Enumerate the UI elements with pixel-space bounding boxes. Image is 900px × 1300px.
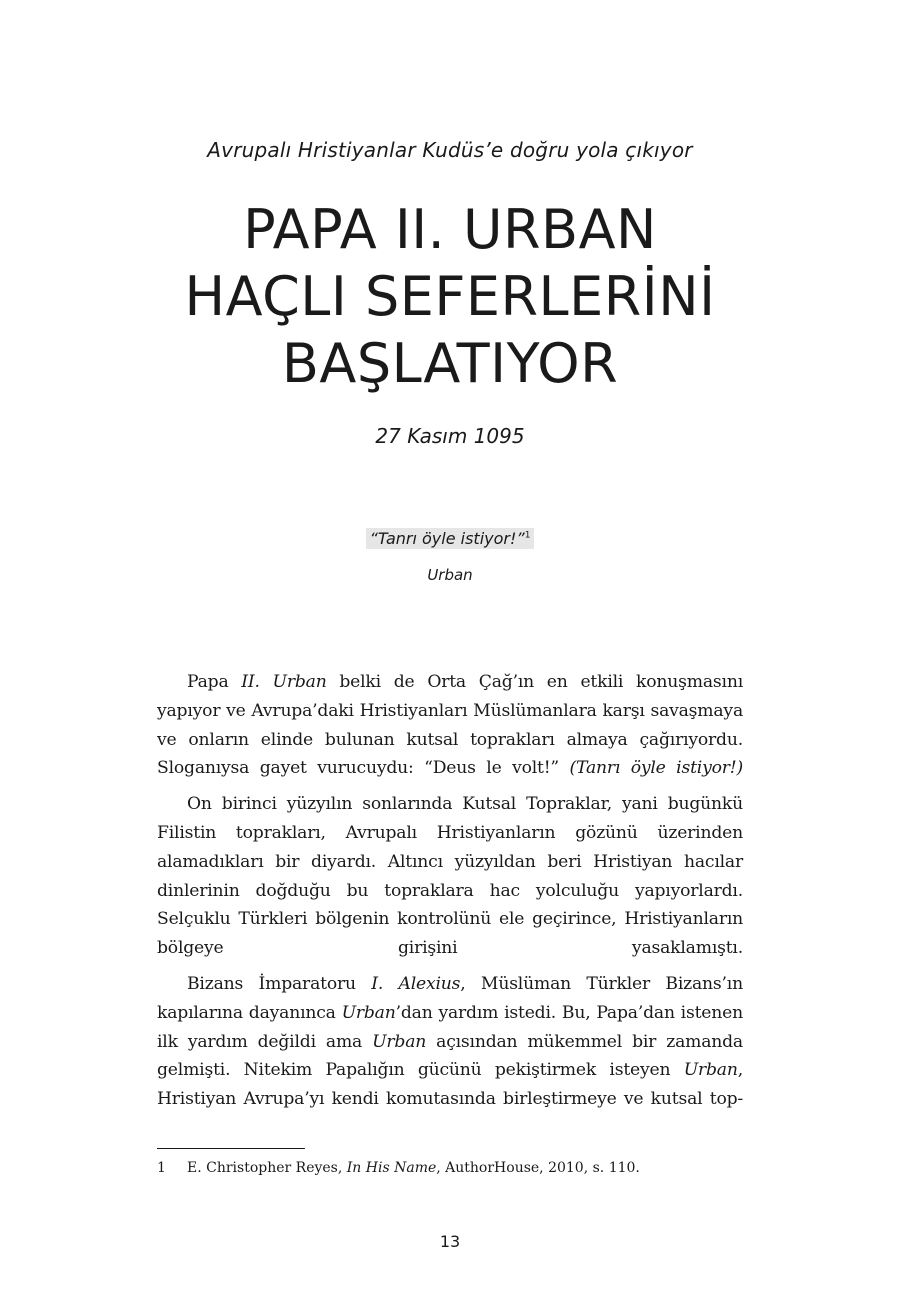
text-run: ’dan yardım istedi. Bu, Papa’dan istenen ilk yardım değildi ama — [157, 1002, 743, 1052]
paragraph: On birinci yüzyılın sonlarında Kutsal Topraklar, yani bugünkü Filistin toprakları, Avrupalı Hristiyanların gözünü üzerinden alamadıkları bir diyardı. Altıncı yüzyıldan beri Hristiyan hacılar dinlerinin doğduğu bu topraklara hac yolculuğu yapıyorlardı. Selçuklu Türkleri bölgenin kontrolünü ele geçirince, Hristiyanların bölgeye girişini yasaklamıştı. — [157, 794, 743, 959]
body-text — [157, 668, 743, 1121]
text-run: belki de Orta Çağ’ın en etkili konuşmasını yapıyor ve Avrupa’daki Hristiyanları Müslümanlara karşı savaşmaya ve onların elinde bulunan kutsal toprakları almaya çağırıyordu. Sloganıysa gayet vurucuydu: “Deus le volt!” — [157, 672, 743, 779]
epigraph-quote-text: “Tanrı öyle istiyor!” — [369, 529, 525, 548]
text-run: , AuthorHouse, 2010, s. 110. — [436, 1160, 640, 1176]
text-run: , Müslüman Türkler Bizans’ın kapılarına dayanınca — [157, 973, 743, 1023]
paragraph — [157, 668, 743, 783]
chapter-title-line: BAŞLATIYOR — [281, 332, 619, 395]
italic-run: Urban — [683, 1060, 738, 1081]
chapter-title — [0, 196, 900, 397]
italic-run: (Tanrı öyle istiyor!) — [569, 758, 743, 779]
text-run: E. Christopher Reyes, — [187, 1160, 347, 1176]
footnote — [157, 1158, 743, 1178]
epigraph-quote — [366, 528, 535, 549]
paragraph — [157, 970, 743, 1114]
text-run: açısından mükemmel bir zamanda gelmişti. Nitekim Papalığın gücünü pekiştirmek isteyen — [157, 1031, 743, 1081]
chapter-date: 27 Kasım 1095 — [375, 424, 525, 448]
footnote-divider — [157, 1148, 305, 1149]
footnote-number: 1 — [157, 1160, 166, 1176]
italic-run: I. Alexius — [371, 973, 461, 994]
page-number: 13 — [439, 1232, 461, 1251]
italic-run: In His Name — [346, 1160, 437, 1176]
chapter-title-line: HAÇLI SEFERLERİNİ — [184, 265, 716, 328]
epigraph — [0, 528, 900, 549]
text-run: , Hristiyan Avrupa’yı kendi komutasında birleştirmeye ve kutsal top- — [157, 1060, 743, 1110]
italic-run: Urban — [341, 1002, 396, 1023]
text-run: Bizans İmparatoru — [187, 973, 372, 994]
epigraph-author: Urban — [427, 566, 473, 584]
italic-run: Urban — [372, 1031, 427, 1052]
footnote-reference: 1 — [524, 530, 531, 541]
chapter-subtitle: Avrupalı Hristiyanlar Kudüs’e doğru yola çıkıyor — [207, 138, 693, 162]
chapter-title-line: PAPA II. URBAN — [243, 198, 657, 261]
text-run: Papa — [187, 672, 242, 692]
italic-run: II. Urban — [241, 672, 327, 692]
